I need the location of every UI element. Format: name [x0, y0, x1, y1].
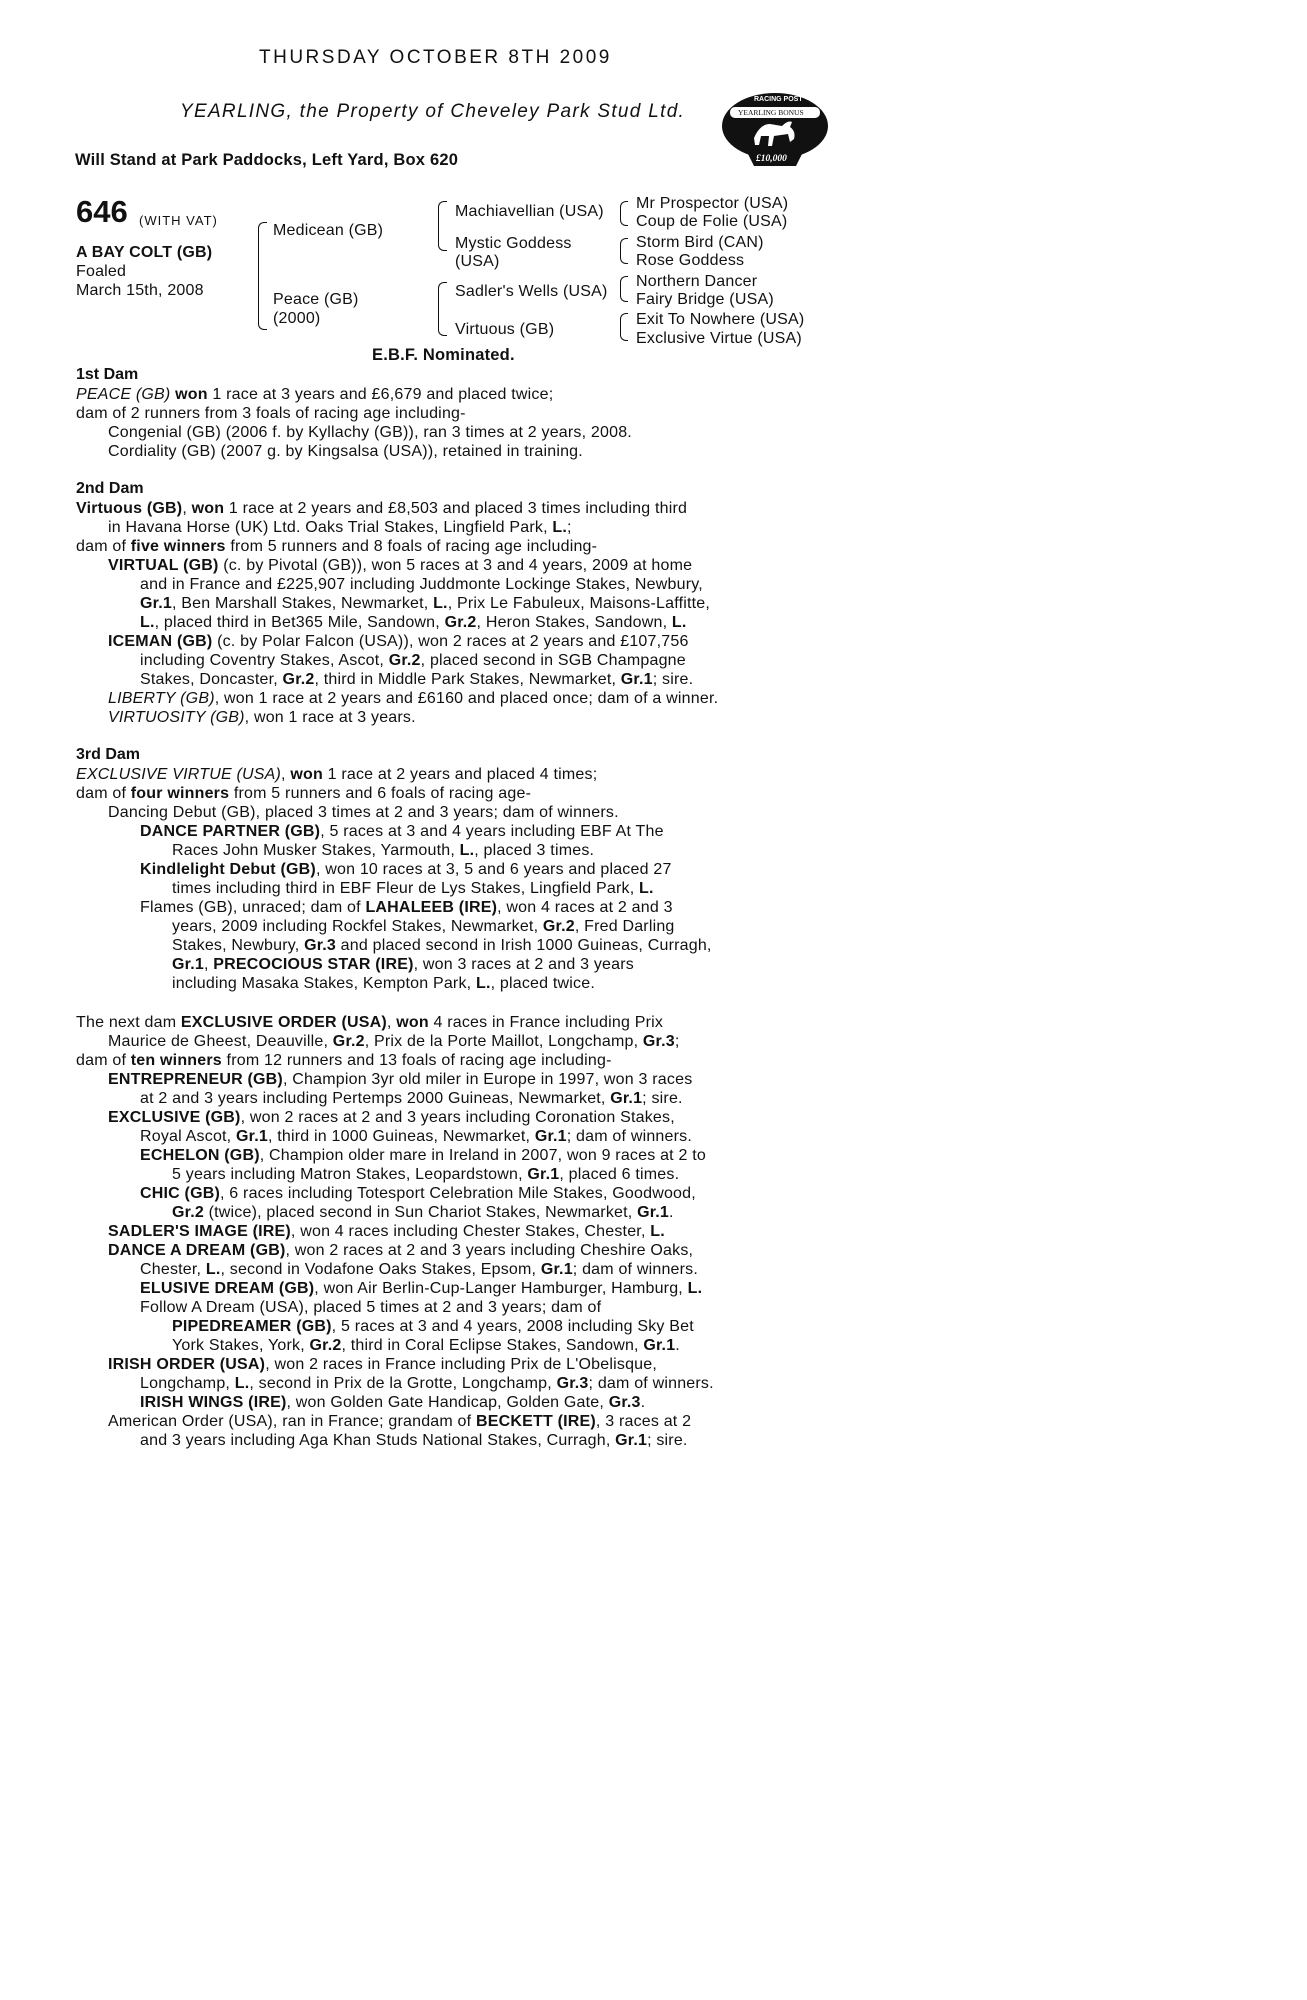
text: from 12 runners and 13 foals of racing age including- — [226, 1052, 612, 1069]
virtuosity-line — [108, 708, 416, 727]
kindlelight-line-2 — [172, 879, 654, 898]
horse-chic: CHIC (GB) — [140, 1185, 221, 1202]
text: , 3 races at 2 — [595, 1413, 692, 1430]
second-dam-line-1: Virtuous (GB), won 1 race at 2 years and £8,503 and placed 3 times including third — [76, 500, 688, 517]
dance-a-dream-line-2 — [140, 1260, 698, 1279]
text: , won 3 races at 2 and 3 years — [413, 956, 634, 973]
ancestor-dds: Exit To Nowhere (USA) — [636, 311, 805, 328]
second-dam-line-3 — [76, 537, 597, 556]
first-dam-record: 1 race at 3 years and £6,679 and placed twice; — [212, 386, 554, 403]
listed-mark: L. — [671, 614, 687, 631]
text: including Masaka Stakes, Kempton Park, — [172, 975, 472, 992]
grade: Gr.1 — [643, 1337, 676, 1354]
text: , 5 races at 3 and 4 years including EBF At The — [320, 823, 664, 840]
text: Royal Ascot, — [140, 1128, 232, 1145]
foaled-label: Foaled — [76, 263, 127, 280]
grade: Gr.3 — [642, 1033, 675, 1050]
first-dam-name: PEACE (GB) — [76, 386, 171, 403]
next-dam-line-2 — [108, 1032, 680, 1051]
grade: Gr.2 — [542, 918, 575, 935]
horse-lahaleeb: LAHALEEB (IRE) — [365, 899, 498, 916]
pedigree-brace-sire — [438, 201, 447, 251]
listed-mark: L. — [552, 519, 568, 536]
dam-of: dam of — [76, 538, 127, 555]
pedigree-brace-sd — [620, 238, 628, 264]
text: , third in 1000 Guineas, Newmarket, — [267, 1128, 531, 1145]
listed-mark: L. — [205, 1261, 221, 1278]
american-order-line-1 — [108, 1412, 691, 1431]
text: Chester, — [140, 1261, 202, 1278]
sire-dam-country: (USA) — [455, 253, 500, 270]
virtual-line-2: and in France and £225,907 including Juddmonte Lockinge Stakes, Newbury, — [140, 576, 703, 593]
grade: Gr.2 — [282, 671, 315, 688]
first-dam-line-1 — [76, 385, 553, 404]
listed-mark: L. — [140, 614, 155, 631]
text: at 2 and 3 years including Pertemps 2000 Guineas, Newmarket, — [140, 1090, 606, 1107]
text: , won 4 races including Chester Stakes, Chester, — [290, 1223, 646, 1240]
text: The next dam — [76, 1014, 177, 1031]
next-dam-line-1 — [76, 1013, 663, 1032]
horse-pipedreamer: PIPEDREAMER (GB) — [172, 1318, 332, 1335]
text: , — [386, 1014, 392, 1031]
next-dam-line-3 — [76, 1051, 612, 1070]
sep: ; — [567, 519, 572, 536]
horse-irish-order: IRISH ORDER (USA) — [108, 1356, 266, 1373]
second-dam-name: Virtuous (GB) — [76, 500, 183, 517]
pedigree-brace-main — [258, 222, 267, 330]
text: , 5 races at 3 and 4 years, 2008 including Sky Bet — [331, 1318, 694, 1335]
second-dam-heading: 2nd Dam — [76, 480, 144, 497]
text: and placed second in Irish 1000 Guineas, Curragh, — [340, 937, 712, 954]
dam-dam: Virtuous (GB) — [455, 321, 555, 338]
text: times including third in EBF Fleur de Lys Stakes, Lingfield Park, — [172, 880, 635, 897]
listed-mark: L. — [687, 1280, 703, 1297]
virtual-line-4 — [140, 613, 687, 632]
horse-irish-wings: IRISH WINGS (IRE) — [140, 1394, 287, 1411]
stand-location: Will Stand at Park Paddocks, Left Yard, Box 620 — [75, 151, 459, 169]
text: Stakes, Newbury, — [172, 937, 300, 954]
pipedreamer-line-2 — [172, 1336, 680, 1355]
grade: Gr.1 — [534, 1128, 567, 1145]
text: , second in Vodafone Oaks Stakes, Epsom, — [220, 1261, 537, 1278]
text: , won Air Berlin-Cup-Langer Hamburger, Hamburg, — [314, 1280, 683, 1297]
foaled-date: March 15th, 2008 — [76, 282, 204, 299]
ancestor-ssd: Coup de Folie (USA) — [636, 213, 788, 230]
second-dam-line-2 — [108, 518, 572, 537]
first-dam-won: won — [175, 386, 208, 403]
text: , placed third in Bet365 Mile, Sandown, — [154, 614, 440, 631]
text: , won 10 races at 3, 5 and 6 years and placed 27 — [315, 861, 672, 878]
horse-iceman: ICEMAN (GB) — [108, 633, 213, 650]
text: ; sire. — [647, 1432, 688, 1449]
listed-mark: L. — [234, 1375, 250, 1392]
second-dam-record: 1 race at 2 years and £8,503 and placed 3 times including third — [228, 500, 688, 517]
text: , Ben Marshall Stakes, Newmarket, — [171, 595, 429, 612]
pedigree-brace-dd — [620, 313, 628, 341]
sire-sire: Machiavellian (USA) — [455, 203, 604, 220]
text: , Heron Stakes, Sandown, — [476, 614, 668, 631]
listed-mark: L. — [475, 975, 491, 992]
text: American Order (USA), ran in France; grandam of — [108, 1413, 472, 1430]
grade: Gr.1 — [140, 595, 172, 612]
grade: Gr.1 — [540, 1261, 573, 1278]
text: , won 2 races in France including Prix de L'Obelisque, — [265, 1356, 658, 1373]
listed-mark: L. — [459, 842, 475, 859]
ancestor-sdd: Rose Goddess — [636, 252, 745, 269]
text: ; dam of winners. — [572, 1261, 699, 1278]
exclusive-line-1 — [108, 1108, 675, 1127]
text: ; sire. — [652, 671, 694, 688]
second-dam-race: in Havana Horse (UK) Ltd. Oaks Trial Stakes, Lingfield Park, — [108, 519, 548, 536]
text: . — [640, 1394, 646, 1411]
text: , won 1 race at 3 years. — [244, 709, 416, 726]
text: , 6 races including Totesport Celebration Mile Stakes, Goodwood, — [220, 1185, 696, 1202]
listed-mark: L. — [433, 595, 448, 612]
grade: Gr.1 — [610, 1090, 643, 1107]
exclusive-line-2 — [140, 1127, 692, 1146]
text: , Prix de la Porte Maillot, Longchamp, — [364, 1033, 639, 1050]
text: , Fred Darling — [574, 918, 675, 935]
text: , Champion 3yr old miler in Europe in 1997, won 3 races — [282, 1071, 693, 1088]
badge-amount: £10,000 — [756, 154, 787, 164]
lot-number: 646 — [76, 194, 128, 229]
pedigree-brace-ds — [620, 276, 628, 302]
iceman-line-2 — [140, 651, 686, 670]
horse-exclusive: EXCLUSIVE (GB) — [108, 1109, 241, 1126]
irish-order-line-1 — [108, 1355, 657, 1374]
ancestor-sss: Mr Prospector (USA) — [636, 195, 789, 212]
badge-top: RACING POST — [754, 96, 803, 103]
dance-partner-line-2 — [172, 841, 594, 860]
horse-exclusive-order: EXCLUSIVE ORDER (USA) — [180, 1014, 387, 1031]
winners-count: ten winners — [130, 1052, 222, 1069]
text: , Prix Le Fabuleux, Maisons-Laffitte, — [447, 595, 711, 612]
american-order-line-2 — [140, 1431, 688, 1450]
horse-entrepreneur: ENTREPRENEUR (GB) — [108, 1071, 283, 1088]
ancestor-dsd: Fairy Bridge (USA) — [636, 291, 774, 308]
grade: Gr.2 — [332, 1033, 365, 1050]
dam-year: (2000) — [273, 310, 321, 327]
follow-a-dream-line: Follow A Dream (USA), placed 5 times at 2 and 3 years; dam of — [140, 1299, 602, 1316]
text: dam of — [76, 1052, 127, 1069]
text: 1 race at 2 years and placed 4 times; — [327, 766, 598, 783]
winners-count: four winners — [130, 785, 230, 802]
horse-sadlers-image: SADLER'S IMAGE (IRE) — [108, 1223, 291, 1240]
pipedreamer-line-1 — [172, 1317, 694, 1336]
third-dam-line-2 — [76, 784, 531, 803]
sale-date: THURSDAY OCTOBER 8TH 2009 — [259, 47, 612, 68]
text: , third in Middle Park Stakes, Newmarket, — [314, 671, 617, 688]
text: , placed second in SGB Champagne — [420, 652, 686, 669]
horse-kindlelight-debut: Kindlelight Debut (GB) — [140, 861, 316, 878]
flames-line-1 — [140, 898, 673, 917]
horse-precocious-star: PRECOCIOUS STAR (IRE) — [213, 956, 414, 973]
ancestor-sds: Storm Bird (CAN) — [636, 234, 764, 251]
grade: Gr.2 — [172, 1204, 204, 1221]
text: (c. by Polar Falcon (USA)), won 2 races at 2 years and £107,756 — [217, 633, 689, 650]
virtual-line-1 — [108, 556, 692, 575]
text: 4 races in France including Prix — [433, 1014, 664, 1031]
vendor-line: YEARLING, the Property of Cheveley Park Stud Ltd. — [180, 101, 686, 122]
kindlelight-line-1 — [140, 860, 672, 879]
ancestor-ddd: Exclusive Virtue (USA) — [636, 330, 802, 347]
grade: Gr.3 — [608, 1394, 641, 1411]
text: , placed 3 times. — [474, 842, 595, 859]
text: Stakes, Doncaster, — [140, 671, 278, 688]
flames-line-4 — [172, 955, 634, 974]
text: Maurice de Gheest, Deauville, — [108, 1033, 329, 1050]
text: (twice), placed second in Sun Chariot Stakes, Newmarket, — [208, 1204, 633, 1221]
virtual-text-1: (c. by Pivotal (GB)), won 5 races at 3 and 4 years, 2009 at home — [223, 557, 693, 574]
ebf-note: E.B.F. Nominated. — [372, 346, 515, 364]
ancestor-dss: Northern Dancer — [636, 273, 758, 290]
horse-echelon: ECHELON (GB) — [140, 1147, 260, 1164]
winners-count: five winners — [130, 538, 226, 555]
second-dam-won: won — [191, 500, 225, 517]
horse-virtual: VIRTUAL (GB) — [108, 557, 219, 574]
grade: Gr.3 — [304, 937, 336, 954]
text: ; dam of winners. — [588, 1375, 714, 1392]
grade: Gr.1 — [527, 1166, 560, 1183]
horse-beckett: BECKETT (IRE) — [475, 1413, 596, 1430]
text: . — [669, 1204, 674, 1221]
text: . — [675, 1337, 680, 1354]
horse-liberty: LIBERTY (GB) — [108, 690, 215, 707]
sadlers-image-line — [108, 1222, 665, 1241]
first-dam-heading: 1st Dam — [76, 366, 139, 383]
chic-line-1 — [140, 1184, 696, 1203]
dance-a-dream-line-1 — [108, 1241, 693, 1260]
text: ; — [674, 1033, 680, 1050]
grade: Gr.1 — [615, 1432, 648, 1449]
iceman-line-3 — [140, 670, 693, 689]
dancing-debut-line: Dancing Debut (GB), placed 3 times at 2 and 3 years; dam of winners. — [108, 804, 619, 821]
sire-dam: Mystic Goddess — [455, 235, 572, 252]
listed-mark: L. — [650, 1223, 665, 1240]
horse-elusive-dream: ELUSIVE DREAM (GB) — [140, 1280, 315, 1297]
echelon-line-2 — [172, 1165, 679, 1184]
echelon-line-1 — [140, 1146, 706, 1165]
first-dam-produce-1: Congenial (GB) (2006 f. by Kyllachy (GB)), ran 3 times at 2 years, 2008. — [108, 424, 632, 441]
dam: Peace (GB) — [273, 291, 359, 308]
horse-dance-partner: DANCE PARTNER (GB) — [140, 823, 321, 840]
text: , second in Prix de la Grotte, Longchamp, — [249, 1375, 552, 1392]
text: including Coventry Stakes, Ascot, — [140, 652, 385, 669]
sire: Medicean (GB) — [273, 222, 384, 239]
grade: Gr.3 — [556, 1375, 589, 1392]
text: Flames (GB), unraced; dam of — [140, 899, 361, 916]
text: and 3 years including Aga Khan Studs National Stakes, Curragh, — [140, 1432, 611, 1449]
horse-virtuosity: VIRTUOSITY (GB) — [108, 709, 245, 726]
text: dam of — [76, 785, 127, 802]
flames-line-2 — [172, 917, 675, 936]
text: Races John Musker Stakes, Yarmouth, — [172, 842, 455, 859]
won: won — [290, 766, 323, 783]
flames-line-5 — [172, 974, 595, 993]
entrepreneur-line-1 — [108, 1070, 692, 1089]
text: years, 2009 including Rockfel Stakes, Newmarket, — [172, 918, 539, 935]
text: Longchamp, — [140, 1375, 231, 1392]
irish-order-line-2 — [140, 1374, 714, 1393]
grade: Gr.2 — [388, 652, 421, 669]
listed-mark: L. — [639, 880, 654, 897]
text: 5 years including Matron Stakes, Leopardstown, — [172, 1166, 523, 1183]
text: York Stakes, York, — [172, 1337, 305, 1354]
chic-line-2 — [172, 1203, 674, 1222]
pedigree-brace-dam — [438, 282, 447, 336]
text: , won 2 races at 2 and 3 years including Cheshire Oaks, — [285, 1242, 694, 1259]
text: , won 1 race at 2 years and £6160 and placed once; dam of a winner. — [214, 690, 719, 707]
irish-wings-line — [140, 1393, 645, 1412]
liberty-line — [108, 689, 718, 708]
grade: Gr.1 — [236, 1128, 268, 1145]
text: ; sire. — [642, 1090, 683, 1107]
grade: Gr.2 — [309, 1337, 342, 1354]
horse-dance-a-dream: DANCE A DREAM (GB) — [108, 1242, 286, 1259]
won: won — [396, 1014, 429, 1031]
text: from 5 runners and 6 foals of racing age- — [233, 785, 532, 802]
yearling-bonus-badge — [720, 90, 830, 168]
grade: Gr.1 — [620, 671, 653, 688]
text: , — [203, 956, 209, 973]
dance-partner-line-1 — [140, 822, 664, 841]
text: , won 2 races at 2 and 3 years including Coronation Stakes, — [240, 1109, 675, 1126]
iceman-line-1 — [108, 632, 689, 651]
badge-middle: YEARLING BONUS — [738, 108, 804, 117]
dam-sire: Sadler's Wells (USA) — [455, 283, 608, 300]
entrepreneur-line-2 — [140, 1089, 683, 1108]
grade: Gr.2 — [444, 614, 477, 631]
first-dam-produce-2: Cordiality (GB) (2007 g. by Kingsalsa (USA)), retained in training. — [108, 443, 583, 460]
text: , third in Coral Eclipse Stakes, Sandown, — [341, 1337, 639, 1354]
winners-detail: from 5 runners and 8 foals of racing age including- — [230, 538, 598, 555]
text: ; dam of winners. — [566, 1128, 692, 1145]
vat-note: (WITH VAT) — [139, 213, 218, 228]
text: , placed twice. — [490, 975, 595, 992]
third-dam-name: EXCLUSIVE VIRTUE (USA) — [76, 766, 282, 783]
elusive-dream-line — [140, 1279, 702, 1298]
third-dam-line-1: EXCLUSIVE VIRTUE (USA), won 1 race at 2 years and placed 4 times; — [76, 766, 598, 783]
pedigree-brace-ss — [620, 201, 628, 226]
text: , placed 6 times. — [559, 1166, 680, 1183]
first-dam-line-2: dam of 2 runners from 3 foals of racing age including- — [76, 405, 466, 422]
grade: Gr.1 — [637, 1204, 670, 1221]
virtual-line-3 — [140, 594, 710, 613]
lot-name: A BAY COLT (GB) — [76, 244, 213, 261]
third-dam-heading: 3rd Dam — [76, 746, 141, 763]
text: , won Golden Gate Handicap, Golden Gate, — [286, 1394, 605, 1411]
text: , won 4 races at 2 and 3 — [497, 899, 673, 916]
flames-line-3 — [172, 936, 712, 955]
grade: Gr.1 — [172, 956, 204, 973]
text: , Champion older mare in Ireland in 2007, won 9 races at 2 to — [259, 1147, 706, 1164]
